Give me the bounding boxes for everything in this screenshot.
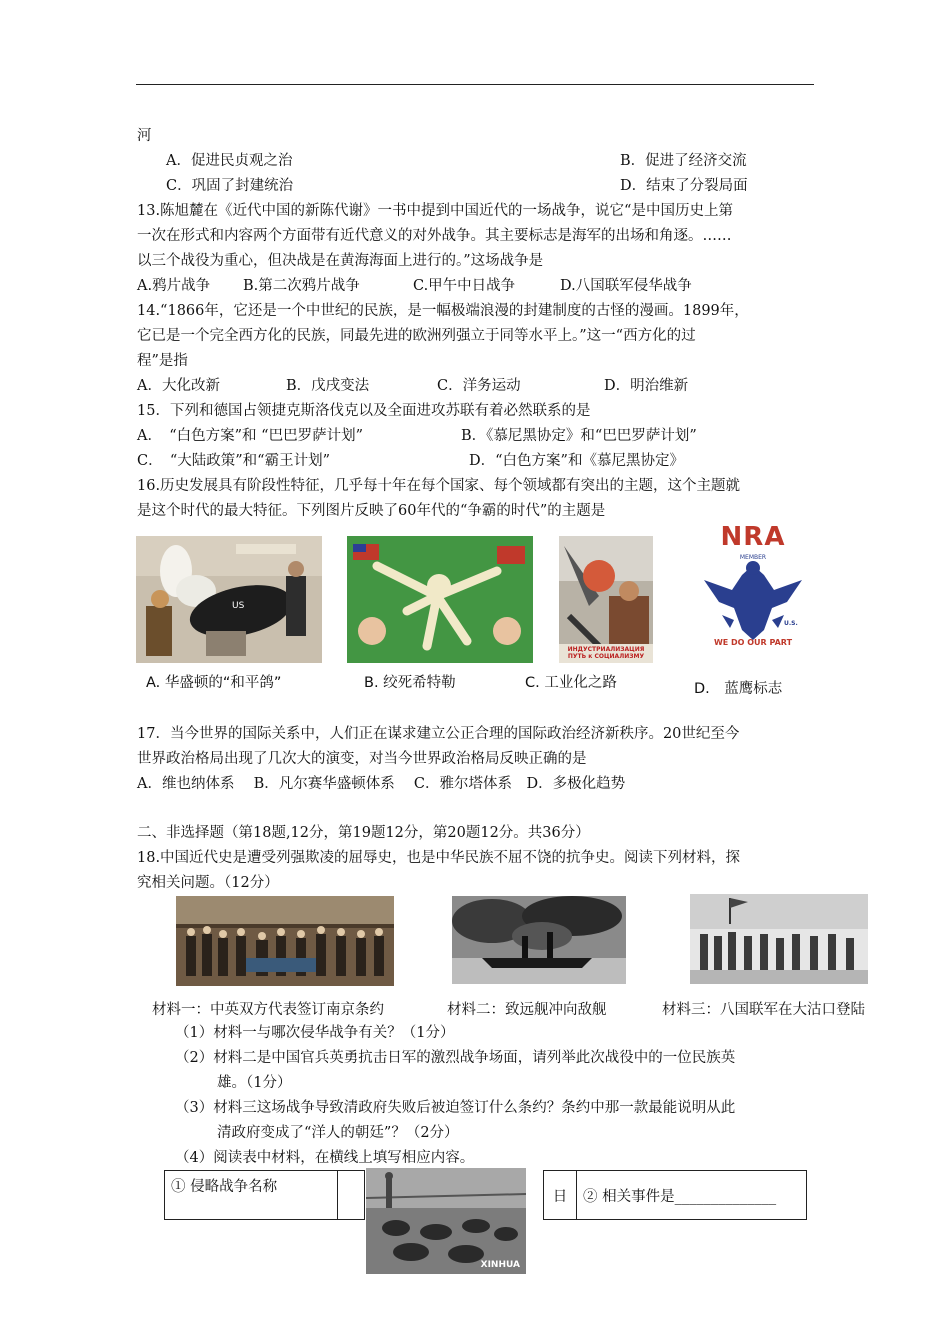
q16-image-c-industrialization-poster: [559, 536, 653, 663]
q18-table-war-name-label: ① 侵略战争名称: [171, 1179, 278, 1195]
q18-table-event-label: ② 相关事件是: [583, 1188, 675, 1205]
q16-stem-line-2: 是这个时代的最大特征。下列图片反映了60年代的“争霸的时代”的主题是: [137, 503, 606, 519]
q16-image-a-peace-dove: [136, 536, 322, 663]
q14-stem-line-2: 它已是一个完全西方化的民族，同最先进的欧洲列强立于同等水平上。”这一“西方化的过: [137, 328, 696, 344]
q14-option-d: D．明治维新: [604, 378, 689, 394]
q12-option-d: D．结束了分裂局面: [620, 178, 748, 194]
q15-option-d: D．“白色方案”和《慕尼黑协定》: [469, 453, 684, 469]
q14-option-b: B．戊戌变法: [286, 378, 370, 394]
q18-subquestion-4: （4）阅读表中材料，在横线上填写相应内容。: [175, 1150, 475, 1166]
q16-nra-title: NRA: [720, 522, 786, 552]
q15-option-c: C． “大陆政策”和“霸王计划”: [137, 453, 330, 469]
q13-option-d: D.八国联军侵华战争: [560, 278, 692, 294]
section-2-title: 二、非选择题（第18题,12分，第19题12分，第20题12分。共36分）: [137, 825, 590, 841]
q18-image-2-zhiyuan-ship: [452, 896, 626, 984]
q18-stem-line-1: 18.中国近代史是遭受列强欺凌的屈辱史，也是中华民族不屈不饶的抗争史。阅读下列材料，探: [137, 850, 741, 866]
q18-image-3-eight-nation-landing: [690, 894, 868, 984]
q13-stem-line-3: 以三个战役为重心，但决战是在黄海海面上进行的。”这场战争是: [137, 253, 544, 269]
q18-subquestion-2-line-1: （2）材料二是中国官兵英勇抗击日军的激烈战争场面，请列举此次战役中的一位民族英: [175, 1050, 736, 1066]
q18-caption-3: 材料三：八国联军在大沽口登陆: [662, 1002, 865, 1018]
q16-image-b-hang-hitler: [347, 536, 533, 663]
q14-stem-line-3: 程”是指: [137, 353, 188, 369]
q18-table-cell-event: [577, 1171, 807, 1220]
q16-caption-a: A. 华盛顿的“和平鸽”: [146, 675, 282, 691]
q16-stem-line-1: 16.历史发展具有阶段性特征，几乎每十年在每个国家、每个领域都有突出的主题，这个主题就: [137, 478, 741, 494]
q18-stem-line-2: 究相关问题。（12分）: [137, 875, 279, 891]
q18-table-cell-blank: [338, 1171, 365, 1220]
q18-table-cell-day: [544, 1171, 577, 1220]
q18-xinhua-watermark: XINHUA: [480, 1260, 520, 1270]
q17-stem-line-1: 17．当今世界的国际关系中，人们正在谋求建立公正合理的国际政治经济新秩序。20世纪至今: [137, 726, 740, 742]
q18-caption-2: 材料二：致远舰冲向敌舰: [447, 1002, 607, 1018]
q14-option-a: A．大化改新: [137, 378, 220, 394]
q18-table-image-xinhua: [366, 1168, 526, 1274]
header-rule: [136, 84, 814, 85]
q18-subquestion-1: （1）材料一与哪次侵华战争有关？（1分）: [175, 1025, 455, 1041]
q13-stem-line-2: 一次在形式和内容两个方面带有近代意义的对外战争。其主要标志是海军的出场和角逐。……: [137, 228, 732, 244]
q16-caption-d: D. 蓝鹰标志: [694, 681, 783, 697]
q17-stem-line-2: 世界政治格局出现了几次大的演变，对当今世界政治格局反映正确的是: [137, 751, 587, 767]
q12-continuation: 河: [137, 128, 152, 144]
q18-subquestion-3-line-2: 清政府变成了“洋人的朝廷”？（2分）: [217, 1125, 459, 1141]
q14-stem-line-1: 14.“1866年，它还是一个中世纪的民族，是一幅极端浪漫的封建制度的古怪的漫画。1899年，: [137, 303, 749, 319]
q12-option-a: A．促进民贞观之治: [166, 153, 293, 169]
q17-options: A．维也纳体系 B．凡尔赛华盛顿体系 C．雅尔塔体系 D．多极化趋势: [137, 776, 626, 792]
q18-subquestion-3-line-1: （3）材料三这场战争导致清政府失败后被迫签订什么条约？条约中那一款最能说明从此: [175, 1100, 736, 1116]
q18-image-1-nanjing-treaty: [176, 896, 394, 986]
q16-image-c-poster-text: ИНДУСТРИАЛИЗАЦИЯ ПУТЬ к СОЦИАЛИЗМУ: [567, 646, 645, 660]
q13-option-a: A.鸦片战争: [137, 278, 211, 294]
q13-option-c: C.甲午中日战争: [413, 278, 516, 294]
q18-table-day-label: 日: [552, 1188, 568, 1205]
q16-caption-b: B. 绞死希特勒: [364, 675, 456, 691]
q16-caption-c: C. 工业化之路: [525, 675, 617, 691]
q13-stem-line-1: 13.陈旭麓在《近代中国的新陈代谢》一书中提到中国近代的一场战争，说它“是中国历史上第: [137, 203, 733, 219]
q13-option-b: B.第二次鸦片战争: [243, 278, 360, 294]
q16-nra-member: MEMBER: [739, 554, 767, 561]
q15-option-b: B．《慕尼黑协定》和“巴巴罗萨计划”: [461, 428, 697, 444]
q18-table-answer-blank[interactable]: ______________: [674, 1188, 777, 1205]
q16-nra-slogan: WE DO OUR PART: [713, 638, 793, 647]
q18-table-cell-war-name: [165, 1171, 338, 1220]
svg-text:US: US: [232, 601, 245, 611]
q16-image-d-nra-blue-eagle: [692, 520, 814, 650]
q16-nra-us: U.S.: [784, 620, 798, 627]
q12-option-b: B．促进了经济交流: [620, 153, 747, 169]
q14-option-c: C．洋务运动: [437, 378, 521, 394]
q15-option-a: A． “白色方案”和 “巴巴罗萨计划”: [137, 428, 363, 444]
q18-subquestion-2-line-2: 雄。（1分）: [217, 1075, 292, 1091]
q15-stem: 15．下列和德国占领捷克斯洛伐克以及全面进攻苏联有着必然联系的是: [137, 403, 591, 419]
q12-option-c: C．巩固了封建统治: [166, 178, 294, 194]
q18-caption-1: 材料一：中英双方代表签订南京条约: [152, 1002, 384, 1018]
